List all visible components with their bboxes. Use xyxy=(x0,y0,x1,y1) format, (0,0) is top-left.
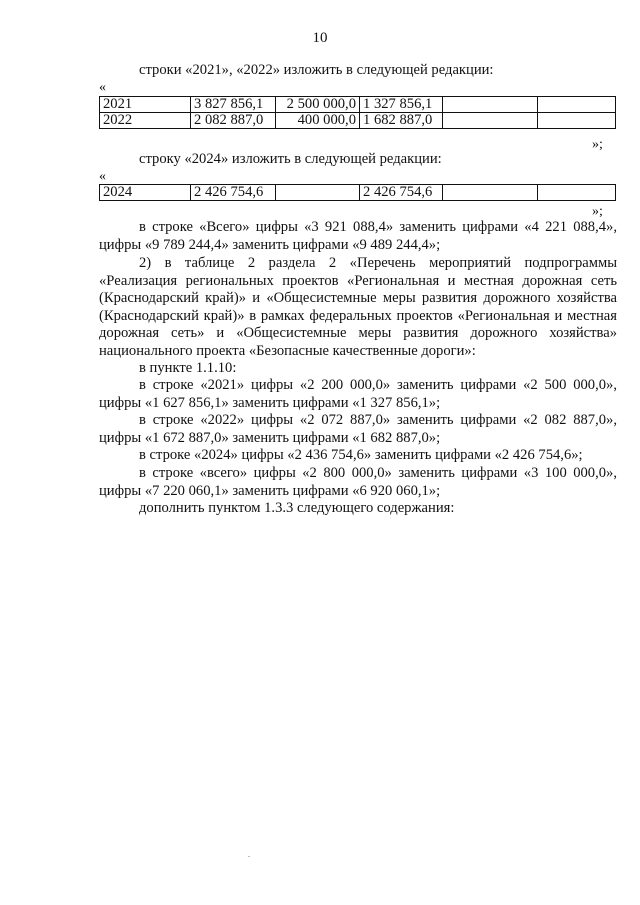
paragraph-row-2022: в строке «2022» цифры «2 072 887,0» заменить цифрами «2 082 887,0», цифры «1 672 887,0» заменить цифрами «1 682 887,0»; xyxy=(99,412,617,446)
close-quote: »; xyxy=(592,204,603,219)
table-cell: 2022 xyxy=(100,113,191,129)
table-cell: 1 682 887,0 xyxy=(360,113,443,129)
table-cell xyxy=(443,185,538,201)
open-quote: « xyxy=(99,169,106,184)
table-cell xyxy=(443,97,538,113)
close-quote: »; xyxy=(592,137,603,152)
paragraph-row-2021: в строке «2021» цифры «2 200 000,0» заменить цифрами «2 500 000,0», цифры «1 627 856,1» заменить цифрами «1 327 856,1»; xyxy=(99,377,617,411)
instruction-row-2024: строку «2024» изложить в следующей редакции: xyxy=(139,151,442,167)
table-cell xyxy=(538,97,616,113)
table-cell: 2 500 000,0 xyxy=(276,97,360,113)
table-cell: 2 426 754,6 xyxy=(360,185,443,201)
paragraph-row-2024: в строке «2024» цифры «2 436 754,6» заменить цифрами «2 426 754,6»; xyxy=(139,447,583,463)
table-cell: 2024 xyxy=(100,185,191,201)
table-row-2024 xyxy=(99,184,616,201)
table-rows-2021-2022 xyxy=(99,96,616,129)
table-cell xyxy=(276,185,360,201)
table-row xyxy=(100,113,616,129)
instruction-rows-2021-2022: строки «2021», «2022» изложить в следующей редакции: xyxy=(139,62,494,78)
table-cell: 400 000,0 xyxy=(276,113,360,129)
paragraph-total-row: в строке «Всего» цифры «3 921 088,4» заменить цифрами «4 221 088,4», цифры «9 789 244,4» заменить цифрами «9 489 244,4»; xyxy=(99,219,617,253)
table-cell xyxy=(538,185,616,201)
table-cell: 2 426 754,6 xyxy=(191,185,276,201)
page-number: 10 xyxy=(312,30,328,46)
table-cell xyxy=(538,113,616,129)
table-cell: 2 082 887,0 xyxy=(191,113,276,129)
paragraph-table-2: 2) в таблице 2 раздела 2 «Перечень мероприятий подпрограммы «Реализация региональных проектов «Региональная и местная дорожная сеть (Краснодарский край)» и «Общесистемные меры развития дорожного хозяйства (Краснодарский край)» в рамках федеральных проектов «Региональная и местная дорожная сеть» и «Общесистемные меры развития дорожного хозяйства» национального проекта «Безопасные качественные дороги»: xyxy=(99,255,617,359)
open-quote: « xyxy=(99,80,106,95)
paragraph-row-total: в строке «всего» цифры «2 800 000,0» заменить цифрами «3 100 000,0», цифры «7 220 060,1» заменить цифрами «6 920 060,1»; xyxy=(99,465,617,499)
table-cell: 3 827 856,1 xyxy=(191,97,276,113)
table-cell: 2021 xyxy=(100,97,191,113)
scan-speck xyxy=(248,856,250,857)
paragraph-add-item-1-3-3: дополнить пунктом 1.3.3 следующего содержания: xyxy=(139,500,455,516)
table-row xyxy=(100,97,616,113)
paragraph-item-1-1-10: в пункте 1.1.10: xyxy=(139,360,237,376)
table-cell: 1 327 856,1 xyxy=(360,97,443,113)
table-cell xyxy=(443,113,538,129)
table-row xyxy=(100,185,616,201)
